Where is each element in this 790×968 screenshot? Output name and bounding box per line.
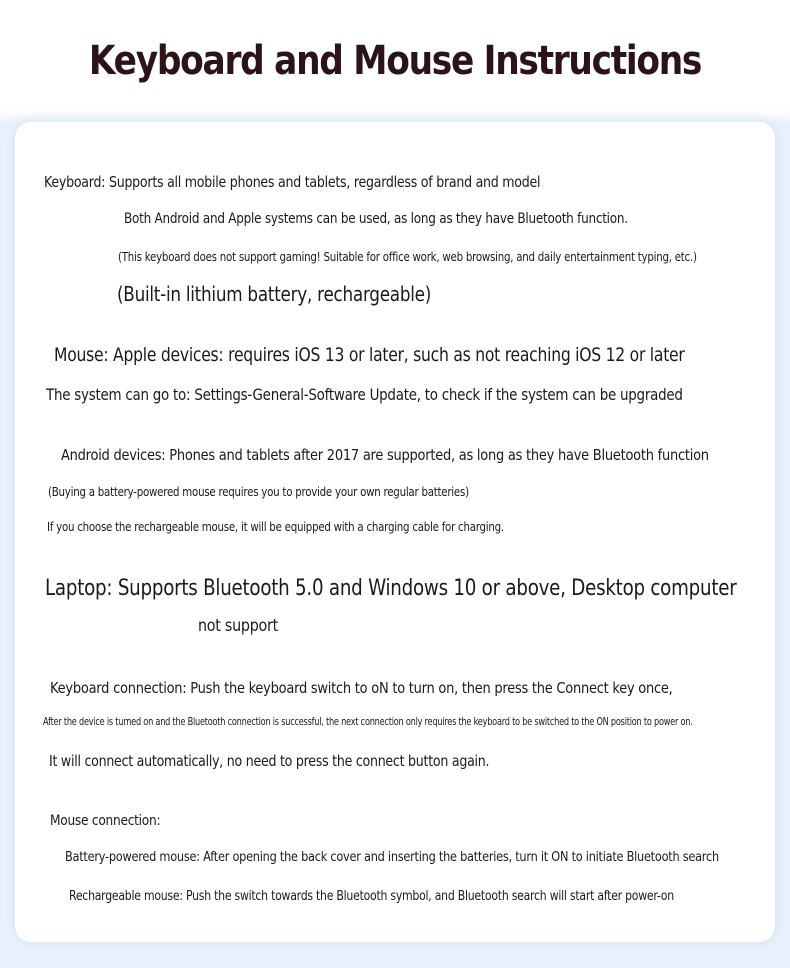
- mouse-connection-rechargeable: Rechargeable mouse: Push the switch towards the Bluetooth symbol, and Bluetooth search will start after power-on: [69, 889, 674, 904]
- mouse-battery-note: (Buying a battery-powered mouse requires you to provide your own regular batteries): [48, 484, 469, 499]
- keyboard-systems-text: Both Android and Apple systems can be used, as long as they have Bluetooth function.: [124, 211, 628, 227]
- mouse-recharge-note: If you choose the rechargeable mouse, it will be equipped with a charging cable for charging.: [47, 519, 504, 534]
- keyboard-connection-detail: After the device is turned on and the Bluetooth connection is successful, the next connection only requires the keyboard to be switched to the ON position to power on.: [43, 716, 693, 728]
- keyboard-connection-auto: It will connect automatically, no need to press the connect button again.: [49, 752, 490, 770]
- mouse-connection-battery: Battery-powered mouse: After opening the back cover and inserting the batteries, turn it ON to initiate Bluetooth search: [65, 849, 719, 865]
- keyboard-note-text: (This keyboard does not support gaming! Suitable for office work, web browsing, and daily entertainment typing, etc.): [118, 249, 697, 264]
- mouse-android-text: Android devices: Phones and tablets after 2017 are supported, as long as they have Bluetooth function: [61, 446, 709, 464]
- keyboard-battery-text: (Built-in lithium battery, rechargeable): [117, 282, 432, 306]
- keyboard-connection-text: Keyboard connection: Push the keyboard switch to oN to turn on, then press the Connect key once,: [50, 679, 673, 697]
- laptop-support-text: Laptop: Supports Bluetooth 5.0 and Windows 10 or above, Desktop computer: [45, 576, 737, 601]
- mouse-connection-heading: Mouse connection:: [50, 813, 161, 829]
- laptop-not-support-text: not support: [198, 616, 278, 636]
- mouse-check-text: The system can go to: Settings-General-Software Update, to check if the system can be upgraded: [46, 385, 683, 404]
- keyboard-compat-text: Keyboard: Supports all mobile phones and tablets, regardless of brand and model: [44, 173, 541, 191]
- mouse-apple-text: Mouse: Apple devices: requires iOS 13 or later, such as not reaching iOS 12 or later: [54, 344, 685, 366]
- page-title: Keyboard and Mouse Instructions: [88, 38, 702, 84]
